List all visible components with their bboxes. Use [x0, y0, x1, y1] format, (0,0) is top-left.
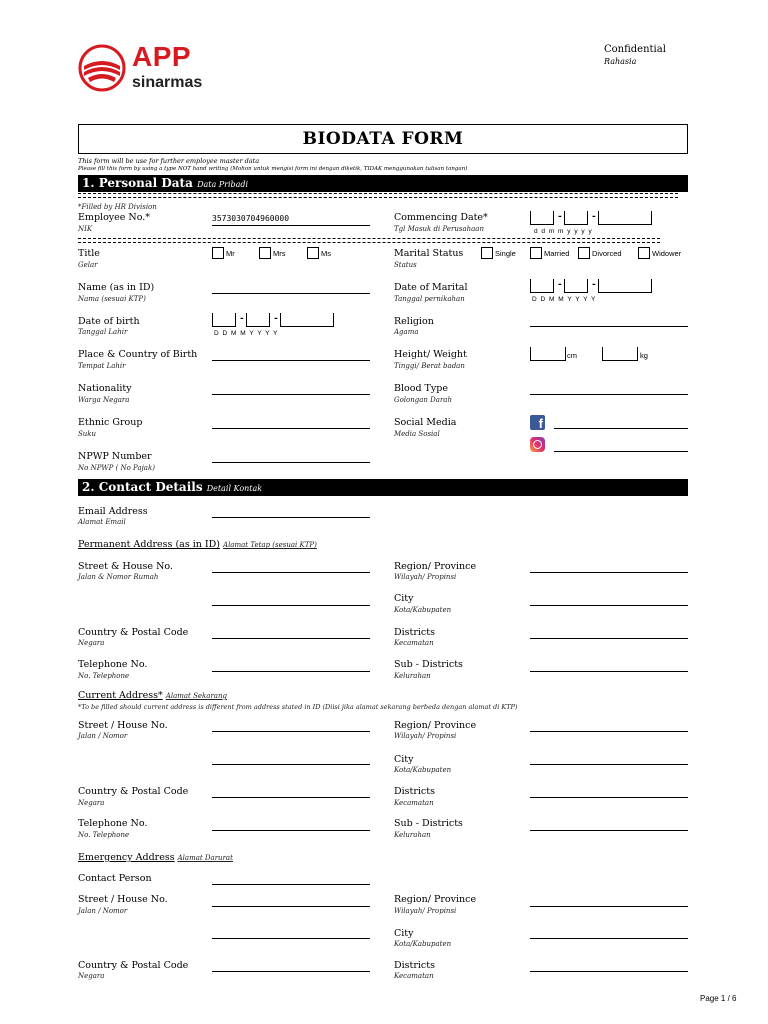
marital-single-checkbox[interactable]: [481, 247, 493, 259]
height-weight-sublabel: Tinggi/ Berat badan: [394, 362, 465, 370]
perm-country-sublabel: Negara: [78, 639, 105, 647]
em-city-sublabel: Kota/Kabupaten: [394, 940, 452, 948]
cur-city-label: City: [394, 754, 414, 765]
title-ms-checkbox[interactable]: [307, 247, 319, 259]
weight-field[interactable]: [602, 347, 638, 361]
title-mr-checkbox[interactable]: [212, 247, 224, 259]
section-number: 1.: [82, 176, 95, 190]
perm-subdistricts-field[interactable]: [530, 671, 688, 672]
em-contact-label: Contact Person: [78, 873, 152, 884]
height-weight-label: Height/ Weight: [394, 349, 467, 360]
cur-phone-label: Telephone No.: [78, 818, 148, 829]
religion-sublabel: Agama: [394, 328, 419, 336]
place-birth-sublabel: Tempat Lahir: [78, 362, 126, 370]
marital-single-label: Single: [495, 249, 516, 258]
npwp-sublabel: No NPWP ( No Pajak): [78, 464, 155, 472]
perm-phone-field[interactable]: [212, 671, 370, 672]
current-address-title: Current Address*: [78, 690, 163, 701]
cur-country-label: Country & Postal Code: [78, 786, 189, 797]
title-ms-label: Ms: [321, 249, 331, 258]
cur-street-label: Street / House No.: [78, 720, 168, 731]
perm-street-label: Street & House No.: [78, 561, 173, 572]
title-sublabel: Gelar: [78, 261, 98, 269]
page-number: Page 1 / 6: [700, 994, 737, 1003]
ethnic-field[interactable]: [212, 428, 370, 429]
date-marital-sublabel: Tanggal pernikahan: [394, 295, 465, 303]
facebook-field[interactable]: [554, 428, 688, 429]
nationality-label: Nationality: [78, 383, 132, 394]
marital-divorced-checkbox[interactable]: [578, 247, 590, 259]
section-personal-data: [78, 175, 688, 192]
permanent-address-sub: Alamat Tetap (sesuai KTP): [223, 541, 317, 549]
religion-field[interactable]: [530, 326, 688, 327]
cur-districts-field[interactable]: [530, 797, 688, 798]
current-address-heading: [78, 690, 227, 701]
em-region-field[interactable]: [530, 906, 688, 907]
marital-married-label: Married: [544, 249, 570, 258]
perm-subdistricts-label: Sub - Districts: [394, 659, 463, 670]
email-sublabel: Alamat Email: [78, 518, 126, 526]
confidential-label: Confidential: [604, 44, 666, 55]
section-number: 2.: [82, 480, 95, 494]
section-contact-details: [78, 479, 688, 496]
dob-label: Date of birth: [78, 316, 140, 327]
perm-districts-sublabel: Kecamatan: [394, 639, 434, 647]
perm-city-field[interactable]: [530, 605, 688, 606]
app-logo-icon: [78, 44, 126, 92]
cur-districts-label: Districts: [394, 786, 435, 797]
cur-subdistricts-label: Sub - Districts: [394, 818, 463, 829]
emergency-address-title: Emergency Address: [78, 852, 175, 863]
cur-country-field[interactable]: [212, 797, 370, 798]
cur-country-sublabel: Negara: [78, 799, 105, 807]
em-country-sublabel: Negara: [78, 972, 105, 980]
cur-districts-sublabel: Kecamatan: [394, 799, 434, 807]
em-street-sublabel: Jalan / Nomor: [78, 907, 128, 915]
em-street-field[interactable]: [212, 906, 370, 907]
perm-region-sublabel: Wilayah/ Propinsi: [394, 573, 457, 581]
em-city-label: City: [394, 928, 414, 939]
permanent-address-title: Permanent Address (as in ID): [78, 539, 220, 550]
em-contact-field[interactable]: [212, 884, 370, 885]
nationality-field[interactable]: [212, 394, 370, 395]
cur-street-field-2[interactable]: [212, 764, 370, 765]
logo-text: APP: [132, 41, 192, 72]
dob-hint: D D M M Y Y Y Y: [214, 330, 279, 337]
form-note-1: This form will be use for further employee master data: [78, 157, 260, 165]
divider: [78, 193, 678, 198]
permanent-address-heading: [78, 539, 317, 550]
commencing-date-sublabel: Tgl Masuk di Perusahaan: [394, 225, 484, 233]
cur-street-field[interactable]: [212, 731, 370, 732]
dob-sublabel: Tanggal Lahir: [78, 328, 128, 336]
employee-no-label: Employee No.*: [78, 212, 151, 223]
emergency-address-heading: [78, 852, 233, 863]
commencing-date-label: Commencing Date*: [394, 212, 488, 223]
perm-subdistricts-sublabel: Kelurahan: [394, 672, 431, 680]
divider: [78, 238, 660, 243]
current-address-note: *To be filled should current address is different from address stated in ID (Diisi jika alamat sekarang berbeda dengan alamat di KTP): [78, 703, 518, 711]
perm-city-label: City: [394, 593, 414, 604]
name-sublabel: Nama (sesuai KTP): [78, 295, 146, 303]
employee-no-value: 3573030704960000: [212, 214, 290, 223]
blood-type-field[interactable]: [530, 394, 688, 395]
date-marital-field[interactable]: - -: [530, 279, 660, 297]
employee-no-field[interactable]: [212, 225, 370, 226]
perm-phone-sublabel: No. Telephone: [78, 672, 130, 680]
perm-city-sublabel: Kota/Kabupaten: [394, 606, 452, 614]
em-districts-field[interactable]: [530, 971, 688, 972]
marital-status-sublabel: Status: [394, 261, 417, 269]
marital-married-checkbox[interactable]: [530, 247, 542, 259]
npwp-label: NPWP Number: [78, 451, 152, 462]
perm-region-field[interactable]: [530, 572, 688, 573]
name-label: Name (as in ID): [78, 282, 155, 293]
em-city-field[interactable]: [530, 938, 688, 939]
blood-type-sublabel: Golongan Darah: [394, 396, 452, 404]
commencing-date-field[interactable]: - -: [530, 211, 660, 229]
npwp-field[interactable]: [212, 462, 370, 463]
section-title: Contact Details: [98, 480, 203, 494]
em-street-label: Street / House No.: [78, 894, 168, 905]
weight-unit: kg: [640, 351, 648, 360]
title-mrs-label: Mrs: [273, 249, 286, 258]
instagram-field[interactable]: [554, 451, 688, 452]
cur-city-field[interactable]: [530, 764, 688, 765]
cur-phone-field[interactable]: [212, 830, 370, 831]
section-subtitle: Detail Kontak: [206, 484, 263, 493]
cur-subdistricts-field[interactable]: [530, 830, 688, 831]
name-field[interactable]: [212, 293, 370, 294]
cur-city-sublabel: Kota/Kabupaten: [394, 766, 452, 774]
perm-street-field[interactable]: [212, 572, 370, 573]
perm-country-label: Country & Postal Code: [78, 627, 189, 638]
date-marital-hint: D D M M Y Y Y Y: [532, 296, 597, 303]
place-birth-field[interactable]: [212, 360, 370, 361]
perm-street-sublabel: Jalan & Nomor Rumah: [78, 573, 159, 581]
marital-widower-checkbox[interactable]: [638, 247, 650, 259]
perm-region-label: Region/ Province: [394, 561, 477, 572]
title-mr-label: Mr: [226, 249, 235, 258]
perm-street-field-2[interactable]: [212, 605, 370, 606]
height-unit: cm: [567, 351, 577, 360]
date-marital-label: Date of Marital: [394, 282, 468, 293]
social-media-label: Social Media: [394, 417, 457, 428]
ethnic-sublabel: Suku: [78, 430, 97, 438]
em-country-field[interactable]: [212, 971, 370, 972]
cur-region-sublabel: Wilayah/ Propinsi: [394, 732, 457, 740]
section-subtitle: Data Pribadi: [197, 180, 249, 189]
blood-type-label: Blood Type: [394, 383, 448, 394]
form-title: BIODATA FORM: [78, 124, 688, 154]
marital-widower-label: Widower: [652, 249, 682, 258]
dob-field[interactable]: - -: [212, 313, 342, 331]
cur-region-label: Region/ Province: [394, 720, 477, 731]
emergency-address-sub: Alamat Darurat: [177, 854, 233, 862]
title-label: Title: [78, 248, 100, 259]
nationality-sublabel: Warga Negara: [78, 396, 130, 404]
perm-country-field[interactable]: [212, 638, 370, 639]
email-field[interactable]: [212, 517, 370, 518]
em-districts-label: Districts: [394, 960, 435, 971]
em-street-field-2[interactable]: [212, 938, 370, 939]
email-label: Email Address: [78, 506, 148, 517]
form-note-2: Please fill this form by using a type NOT hand writing (Mohon untuk mengisi form ini dengan diketik, TIDAK menggunakan tulisan tangan): [78, 166, 468, 172]
cur-region-field[interactable]: [530, 731, 688, 732]
cur-subdistricts-sublabel: Kelurahan: [394, 831, 431, 839]
instagram-icon: [530, 437, 545, 452]
marital-divorced-label: Divorced: [592, 249, 622, 258]
social-media-sublabel: Media Sosial: [394, 430, 440, 438]
logo-subtext: sinarmas: [132, 74, 203, 91]
section-title: Personal Data: [98, 176, 193, 190]
perm-districts-label: Districts: [394, 627, 435, 638]
em-districts-sublabel: Kecamatan: [394, 972, 434, 980]
ethnic-label: Ethnic Group: [78, 417, 143, 428]
confidential-label-id: Rahasia: [604, 57, 637, 66]
em-country-label: Country & Postal Code: [78, 960, 189, 971]
current-address-sub: Alamat Sekarang: [165, 692, 227, 700]
cur-street-sublabel: Jalan / Nomor: [78, 732, 128, 740]
perm-districts-field[interactable]: [530, 638, 688, 639]
place-birth-label: Place & Country of Birth: [78, 349, 198, 360]
em-region-sublabel: Wilayah/ Propinsi: [394, 907, 457, 915]
hr-note: *Filled by HR Division: [78, 203, 157, 211]
title-mrs-checkbox[interactable]: [259, 247, 271, 259]
employee-no-sublabel: NIK: [78, 225, 93, 233]
religion-label: Religion: [394, 316, 434, 327]
marital-status-label: Marital Status: [394, 248, 464, 259]
em-region-label: Region/ Province: [394, 894, 477, 905]
facebook-icon: f: [530, 415, 545, 430]
cur-phone-sublabel: No. Telephone: [78, 831, 130, 839]
commencing-date-hint: d d m m y y y y: [534, 228, 593, 235]
height-field[interactable]: [530, 347, 566, 361]
perm-phone-label: Telephone No.: [78, 659, 148, 670]
